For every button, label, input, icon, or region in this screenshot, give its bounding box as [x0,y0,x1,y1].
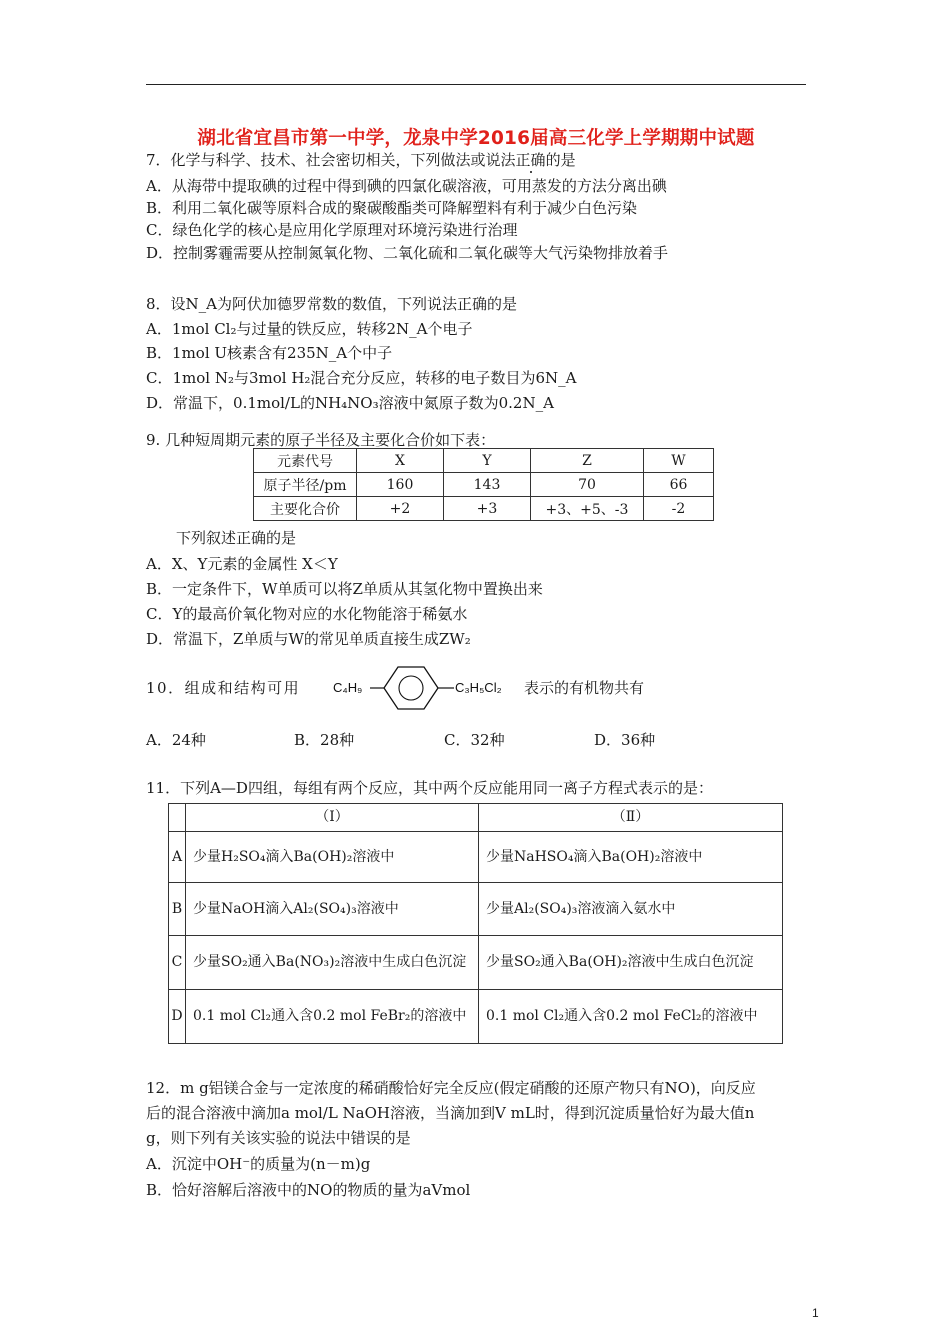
table-row [254,473,714,497]
q12-line-3: g，则下列有关该实验的说法中错误的是 [146,1129,411,1147]
q11-stem: 11．下列A—D四组，每组有两个反应，其中两个反应能用同一离子方程式表示的是： [146,779,713,797]
table-cell: 少量SO₂通入Ba(OH)₂溶液中生成白色沉淀 [479,936,783,990]
q7-option-c: C．绿色化学的核心是应用化学原理对环境污染进行治理 [146,221,518,239]
table-cell: 主要化合价 [254,497,357,521]
table-row [169,832,783,883]
top-rule [146,84,806,85]
q9-option-d: D．常温下，Z单质与W的常见单质直接生成ZW₂ [146,630,471,648]
page-number: 1 [812,1306,819,1320]
q8-option-b: B．1mol U核素含有235N_A个中子 [146,344,393,362]
table-cell: 66 [644,473,714,497]
table-cell: A [169,832,186,883]
table-cell: 少量NaHSO₄滴入Ba(OH)₂溶液中 [479,832,783,883]
q12-option-b: B．恰好溶解后溶液中的NO的物质的量为aVmol [146,1181,471,1199]
q9-option-a: A．X、Y元素的金属性 X＜Y [146,555,338,573]
q9-option-b: B．一定条件下，W单质可以将Z单质从其氢化物中置换出来 [146,580,543,598]
benzene-ring [384,667,438,709]
table-row [169,936,783,990]
table-row [254,497,714,521]
q12-option-a: A．沉淀中OH⁻的质量为(n－m)g [146,1155,371,1173]
q10-option-b: B．28种 [294,731,355,749]
table-cell: -2 [644,497,714,521]
q7-stem: 7．化学与科学、技术、社会密切相关，下列做法或说法正确的是 [146,151,576,169]
q10-option-c: C．32种 [444,731,505,749]
benzene-circle [399,676,423,700]
table-cell: Z [531,449,644,473]
q10-stem-pre: 10．组成和结构可用 [146,679,301,697]
table-cell: 元素代号 [254,449,357,473]
q7-option-b: B．利用二氧化碳等原料合成的聚碳酸酯类可降解塑料有利于减少白色污染 [146,199,638,217]
table-cell: 70 [531,473,644,497]
table-cell: B [169,883,186,936]
table-cell: 0.1 mol Cl₂通入含0.2 mol FeCl₂的溶液中 [479,990,783,1044]
q8-option-c: C．1mol N₂与3mol H₂混合充分反应，转移的电子数目为6N_A [146,369,577,387]
table-cell: +3 [444,497,531,521]
table-cell: +2 [357,497,444,521]
table-cell: Y [444,449,531,473]
structure-formula [330,660,508,716]
table-cell: W [644,449,714,473]
table-cell: 0.1 mol Cl₂通入含0.2 mol FeBr₂的溶液中 [186,990,479,1044]
table-cell: 160 [357,473,444,497]
q7-option-a: A．从海带中提取碘的过程中得到碘的四氯化碳溶液，可用蒸发的方法分离出碘 [146,177,667,195]
left-group-label: C₄H₉ [333,680,363,695]
element-table [253,448,714,521]
table-cell: 少量Al₂(SO₄)₃溶液滴入氨水中 [479,883,783,936]
page-title: 湖北省宜昌市第一中学，龙泉中学2016届高三化学上学期期中试题 [197,128,755,149]
q7-emphasis: 正确 [515,151,546,169]
q10-option-a: A．24种 [146,731,206,749]
reaction-table [168,803,783,1044]
q9-stem: 9. 几种短周期元素的原子半径及主要化合价如下表： [146,431,496,449]
table-cell: 少量NaOH滴入Al₂(SO₄)₃溶液中 [186,883,479,936]
table-row [169,990,783,1044]
table-row [254,449,714,473]
table-cell: X [357,449,444,473]
q12-line-2: 后的混合溶液中滴加a mol/L NaOH溶液，当滴加到V mL时，得到沉淀质量恰好为最大值n [146,1104,755,1122]
table-cell: （Ⅱ） [479,804,783,832]
table-row [169,883,783,936]
right-group-label: C₃H₅Cl₂ [455,680,502,695]
table-cell: （Ⅰ） [186,804,479,832]
table-cell: C [169,936,186,990]
q7-option-d: D．控制雾霾需要从控制氮氧化物、二氧化硫和二氧化碳等大气污染物排放着手 [146,244,669,262]
table-cell: 原子半径/pm [254,473,357,497]
q9-lead: 下列叙述正确的是 [176,529,297,547]
q8-option-d: D．常温下，0.1mol/L的NH₄NO₃溶液中氮原子数为0.2N_A [146,394,554,412]
q9-option-c: C．Y的最高价氧化物对应的水化物能溶于稀氨水 [146,605,468,623]
table-cell [169,804,186,832]
q12-line-1: 12．m g铝镁合金与一定浓度的稀硝酸恰好完全反应(假定硝酸的还原产物只有NO)，向反应 [146,1079,756,1097]
q8-option-a: A．1mol Cl₂与过量的铁反应，转移2N_A个电子 [146,320,473,338]
table-cell: 少量H₂SO₄滴入Ba(OH)₂溶液中 [186,832,479,883]
q8-stem: 8．设N_A为阿伏加德罗常数的数值，下列说法正确的是 [146,295,518,313]
table-row [169,804,783,832]
q10-stem-post: 表示的有机物共有 [524,679,645,697]
table-cell: +3、+5、-3 [531,497,644,521]
table-cell: 143 [444,473,531,497]
table-cell: D [169,990,186,1044]
table-cell: 少量SO₂通入Ba(NO₃)₂溶液中生成白色沉淀 [186,936,479,990]
q10-option-d: D．36种 [594,731,656,749]
